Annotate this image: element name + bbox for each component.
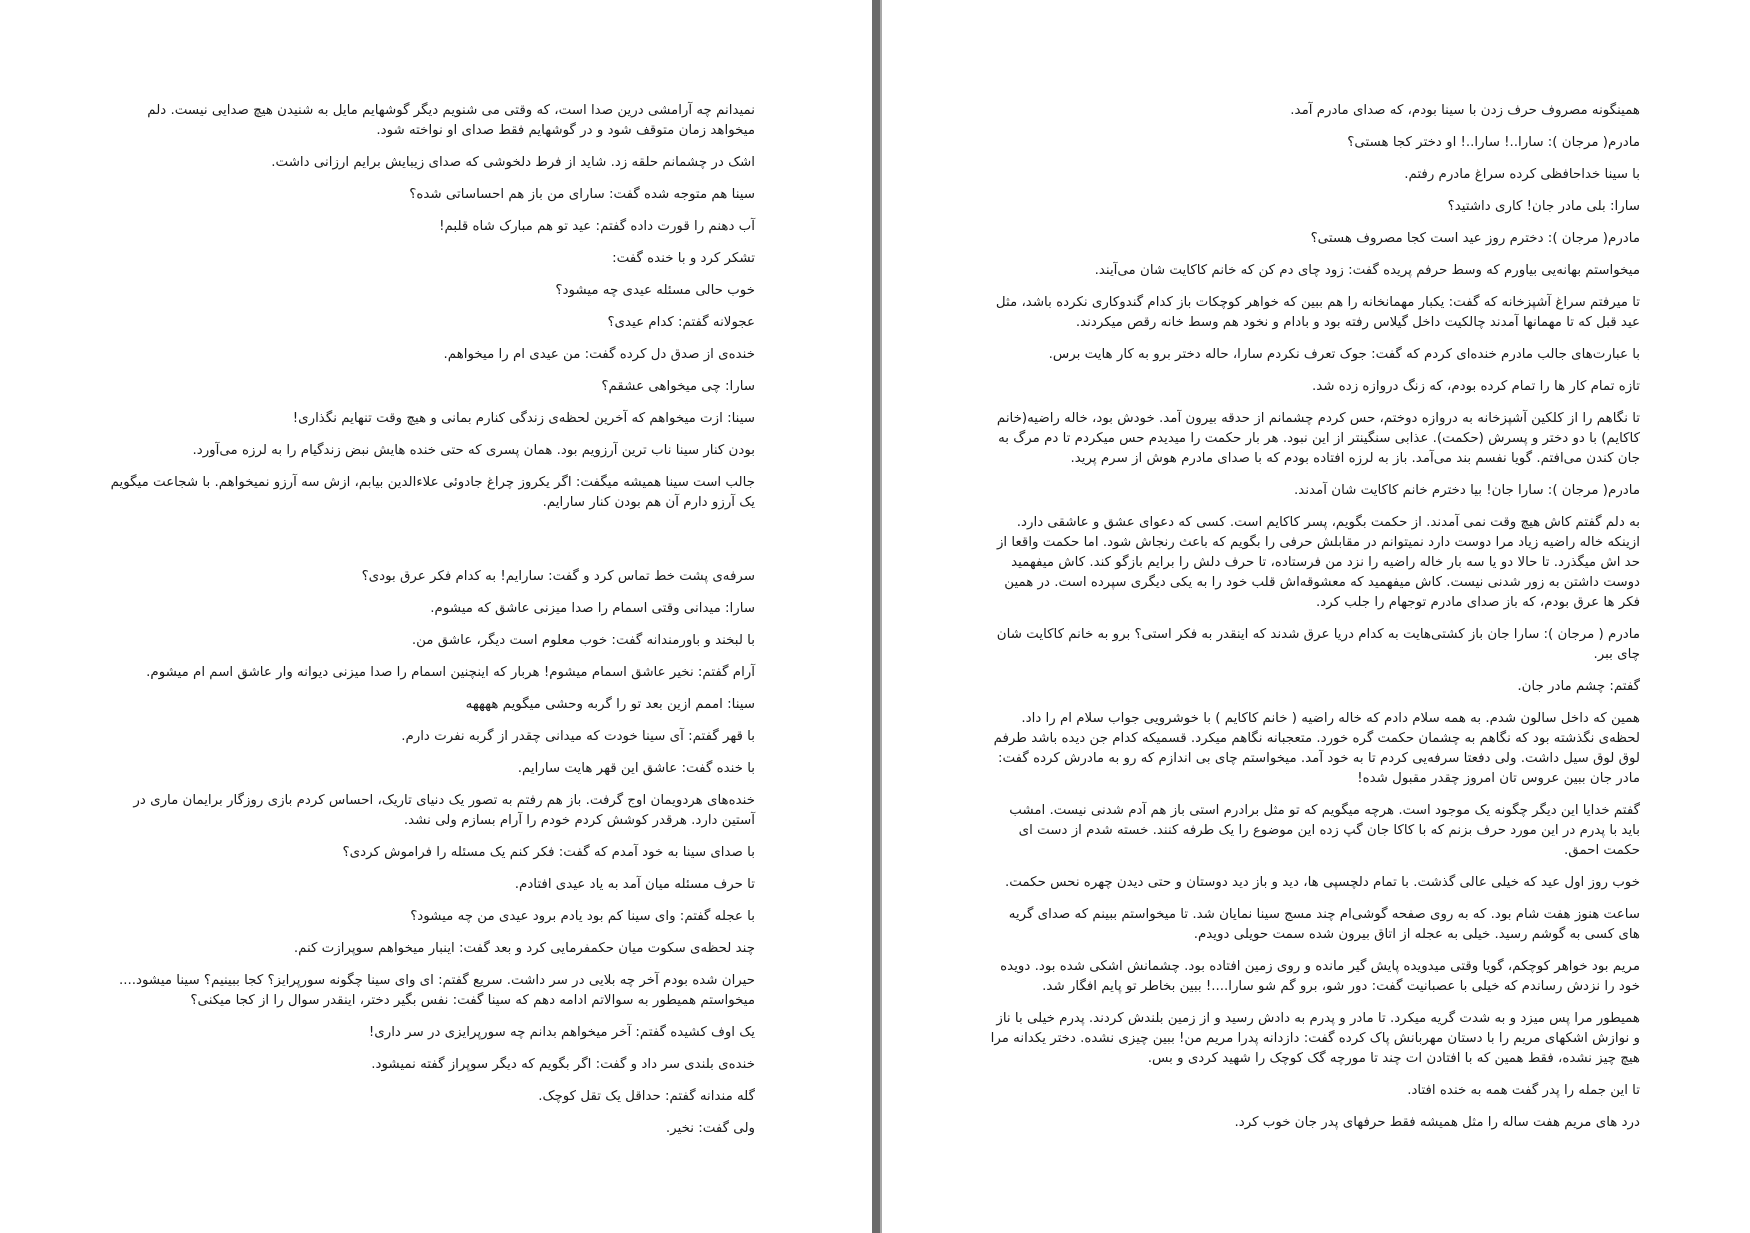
paragraph: حیران شده بودم آخر چه بلایی در سر داشت. سریع گفتم: ای وای سینا چگونه سورپرایز؟ کجا ببینیم؟ سینا میشود.... میخواستم همیطور به سوالاتم ادامه دهم که سینا گفت: نفس بگیر دختر، اینقدر سوال را از کجا میکنی؟ [118,973,755,1008]
paragraph: خنده‌ی بلندی سر داد و گفت: اگر بگویم که دیگر سوپراز گفته نمیشود. [371,1057,755,1072]
paragraph: به دلم گفتم کاش هیچ وقت نمی آمدند. از حکمت بگویم، پسر کاکایم است. کسی که دعوای عشق و عاشقی دارد. ازینکه خاله راضیه زیاد مرا دوست دارد نمیتوانم در مقابلش حرفی را بگویم که باعث رنجاش شود. اما حکمت واقعا از حد اش میگذرد. تا حالا دو یا سه بار خاله راضیه را نزد من فرستاده، تا حرف دلش را برایم بازگو کند. کاش میفهمید دوست داشتن به زور شدنی نیست. کاش میفهمید که معشوقه‌اش قلب خود را به یکی دیگری سپرده است. در همین فکر ها عرق بودم، که باز صدای مادرم توجهام را جلب کرد. [996,515,1640,610]
paragraph: سرفه‌ی پشت خط تماس کرد و گفت: سارایم! به کدام فکر عرق بودی؟ [361,569,755,584]
section-break [100,525,755,567]
paragraph: ولی گفت: نخیر. [665,1121,755,1136]
paragraph: مادرم ( مرجان ): سارا جان باز کشتی‌هایت به کدام دریا عرق شدند که اینقدر به فکر استی؟ برو به خانم کاکایت شان چای ببر. [996,627,1640,662]
paragraph: عجولانه گفتم: کدام عیدی؟ [607,315,755,330]
paragraph: تشکر کرد و با خنده گفت: [612,251,755,266]
paragraph: آب دهنم را قورت داده گفتم: عید تو هم مبارک شاه قلبم! [439,219,755,234]
divider-bar [872,0,880,1233]
paragraph: سارا: میدانی وقتی اسمام را صدا میزنی عاشق که میشوم. [430,601,755,616]
paragraph: مادرم( مرجان ): سارا جان! بیا دخترم خانم کاکایت شان آمدند. [1294,483,1640,498]
paragraph: با صدای سینا به خود آمدم که گفت: فکر کنم یک مسئله را فراموش کردی؟ [342,845,755,860]
paragraph: گله مندانه گفتم: حداقل یک تقل کوچک. [538,1089,755,1104]
paragraph: مادرم( مرجان ): سارا..! سارا..! او دختر کجا هستی؟ [1347,135,1640,150]
paragraph: تا میرفتم سراغ آشپزخانه که گفت: یکبار مهمانخانه را هم ببین که خواهر کوچکات باز کدام گندوکاری نکرده باشد، مثل عید قبل که تا مهمانها آمدند چالکیت داخل گیلاس رفته بود و بادام و نخود هم وسط خانه رقص میکردند. [995,295,1640,330]
paragraph: همینگونه مصروف حرف زدن با سینا بودم، که صدای مادرم آمد. [1290,103,1640,118]
paragraph: مریم بود خواهر کوچکم، گویا وقتی میدویده پایش گیر مانده و روی زمین افتاده بود. چشمانش اشکی شده بود. دویده خود را نزدش رساندم که خیلی با عصبانیت گفت: دور شو، برو گم شو سارا....! ببین بخاطر تو پایم افگار شد. [1000,959,1640,994]
page-divider [870,0,887,1233]
paragraph: چند لحظه‌ی سکوت میان حکمفرمایی کرد و بعد گفت: اینبار میخواهم سوپرازت کنم. [293,941,755,956]
paragraph: سارا: چی میخواهی عشقم؟ [601,379,755,394]
left-page-text [100,101,755,1151]
paragraph: میخواستم بهانه‌یی بیاورم که وسط حرفم پریده گفت: زود چای دم کن که خانم کاکایت شان می‌آیند. [1094,263,1640,278]
right-page-text [987,101,1640,1145]
paragraph: سینا: ازت میخواهم که آخرین لحظه‌ی زندگی کنارم بمانی و هیچ وقت تنهایم نگذاری! [292,411,755,426]
paragraph: سارا: بلی مادر جان! کاری داشتید؟ [1447,199,1640,214]
paragraph: تازه تمام کار ها را تمام کرده بودم، که زنگ دروازه زده شد. [1311,379,1640,394]
paragraph: گفتم خدایا این دیگر چگونه یک موجود است. هرچه میگویم که تو مثل برادرم استی باز هم آدم شدنی نیست. امشب باید با پدرم در این مورد حرف بزنم که با کاکا جان گپ زده این موضوع را یک طرفه کنند. خسته شدم از دست ای حکمت احمق. [1009,803,1640,858]
paragraph: با سینا خداحافظی کرده سراغ مادرم رفتم. [1404,167,1640,182]
paragraph: یک اوف کشیده گفتم: آخر میخواهم بدانم چه سورپرایزی در سر داری! [368,1025,755,1040]
paragraph: خوب حالی مسئله عیدی چه میشود؟ [555,283,755,298]
paragraph: با خنده گفت: عاشق این قهر هایت سارایم. [517,761,755,776]
paragraph: جالب است سینا همیشه میگفت: اگر یکروز چراغ جادوئی علاءالدین بیابم، ازش سه آرزو نمیخواهم. با شجاعت میگویم یک آرزو دارم آن هم بودن کنار سارایم. [110,475,755,510]
paragraph: نمیدانم چه آرامشی درین صدا است، که وقتی می شنویم دیگر گوشهایم مایل به شنیدن هیچ صدایی نیست. دلم میخواهد زمان متوقف شود و در گوشهایم فقط صدای او نواخته شود. [147,103,755,138]
paragraph: با عبارت‌های جالب مادرم خنده‌ای کردم که گفت: جوک تعرف نکردم سارا، حاله دختر برو به کار هایت برس. [1048,347,1640,362]
paragraph: گفتم: چشم مادر جان. [1517,679,1640,694]
paragraph: سینا: اممم ازین بعد تو را گربه وحشی میگویم ههههه [465,697,755,712]
paragraph: ساعت هنوز هفت شام بود. که به روی صفحه گوشی‌ام چند مسج سینا نمایان شد. تا میخواستم ببینم که صدای گریه های کسی به گوشم رسید. خیلی به عجله از اتاق بیرون شده سمت حویلی دویدم. [1008,907,1640,942]
paragraph: تا نگاهم را از کلکین آشپزخانه به دروازه دوختم، حس کردم چشمانم از حدقه بیرون آمد. خودش بود، خاله راضیه(خانم کاکایم) با دو دختر و پسرش (حکمت). عذابی سنگینتر از این نبود. هر بار حکمت را میدیدم حس میکردم تا دم مرگ به جان کندن می‌افتم. گویا نفسم بند می‌آمد. باز به لرزه افتاده بودم که با صدای مادرم هوش از سرم پرید. [996,411,1640,466]
paragraph: خوب روز اول عید که خیلی عالی گذشت. با تمام دلچسپی ها، دید و باز دید دوستان و حتی دیدن چهره نحس حکمت. [1005,875,1640,890]
paragraph: تا حرف مسئله میان آمد به یاد عیدی افتادم. [514,877,755,892]
paragraph: با قهر گفتم: آی سینا خودت که میدانی چقدر از گربه نفرت دارم. [401,729,755,744]
paragraph: بودن کنار سینا ناب ترین آرزویم بود. همان پسری که حتی خنده هایش نبض زندگیام را به لرزه می‌آورد. [192,443,755,458]
paragraph: اشک در چشمانم حلقه زد. شاید از فرط دلخوشی که صدای زیبایش برایم ارزانی داشت. [271,155,755,170]
paragraph: همیطور مرا پس میزد و به شدت گریه میکرد. تا مادر و پدرم به دادش رسید و از زمین بلندش کردند. پدرم خیلی با ناز و نوازش اشکهای مریم را با دستان مهربانش پاک کرده گفت: دازدانه پدرا مریم من! ببین چیزی نشده. دختر یکدانه مرا هیچ چیز نشده، فقط همین که با افتادن ات چند تا مورچه گک کوچک را شهید کردی و بس. [990,1011,1640,1066]
divider-edge [880,0,882,1233]
paragraph: با عجله گفتم: وای سینا کم بود یادم برود عیدی من چه میشود؟ [410,909,755,924]
paragraph: خنده‌های هردویمان اوج گرفت. باز هم رفتم به تصور یک دنیای تاریک، احساس کردم بازی روزگار برایمان ماری در آستین دارد. هرقدر کوشش کردم خودم را آرام بسازم ولی نشد. [133,793,755,828]
paragraph: آرام گفتم: نخیر عاشق اسمام میشوم! هربار که اینچنین اسمام را صدا میزنی دیوانه وار عاشق اسم ام میشوم. [146,665,755,680]
paragraph: درد های مریم هفت ساله را مثل همیشه فقط حرفهای پدر جان خوب کرد. [1234,1115,1640,1130]
paragraph: تا این جمله را پدر گفت همه به خنده افتاد. [1407,1083,1640,1098]
paragraph: مادرم( مرجان ): دخترم روز عید است کجا مصروف هستی؟ [1310,231,1640,246]
right-page [887,0,1750,1233]
paragraph: سینا هم متوجه شده گفت: سارای من باز هم احساساتی شده؟ [409,187,755,202]
paragraph: همین که داخل سالون شدم. به همه سلام دادم که خاله راضیه ( خانم کاکایم ) با خوشرویی جواب سلام ام را داد. لحظه‌ی نگذشته بود که نگاهم به چشمان حکمت گره خورد. متعجبانه نگاهم میکرد. قسمیکه کدام جن دیده باشد طرفم لوق لوق سیل داشت. ولی دفعتا سرفه‌یی کردم تا به خود آمد. میخواستم چای بی اندازم که رو به مادرش کرده گفت: مادر جان ببین عروس تان امروز چقدر مقبول شده! [993,711,1640,786]
left-page [0,0,870,1233]
paragraph: با لبخند و باورمندانه گفت: خوب معلوم است دیگر، عاشق من. [411,633,755,648]
paragraph: خنده‌ی از صدق دل کرده گفت: من عیدی ام را میخواهم. [443,347,755,362]
